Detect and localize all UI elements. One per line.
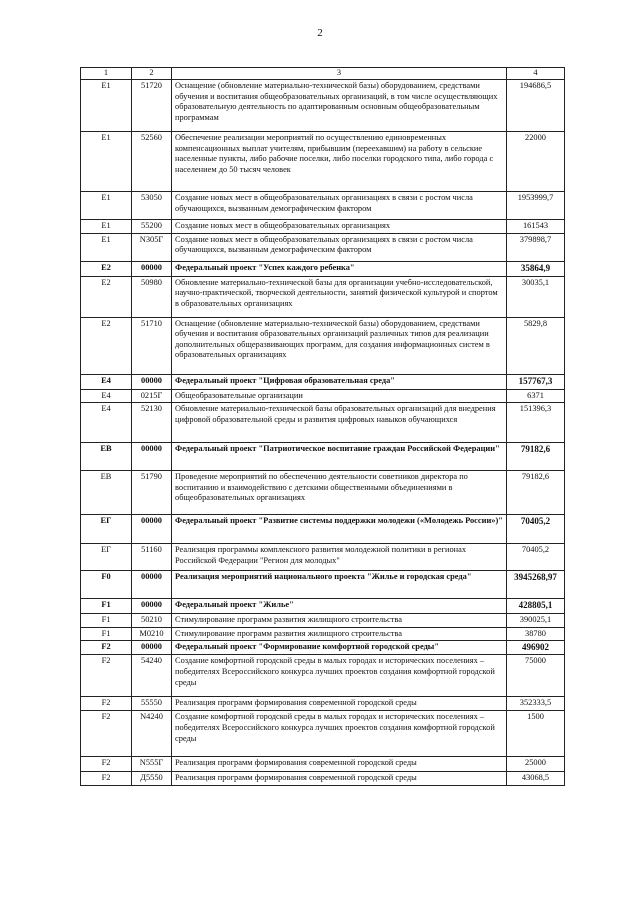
table-row <box>81 655 565 697</box>
section-code-cell: F1 <box>81 614 132 628</box>
amount-cell: 25000 <box>507 757 565 772</box>
section-code-cell: E4 <box>81 374 132 389</box>
amount-cell: 151396,3 <box>507 403 565 443</box>
amount-cell: 43068,5 <box>507 772 565 786</box>
amount-cell: 30035,1 <box>507 276 565 317</box>
subsection-code-cell: 51160 <box>132 544 172 571</box>
description-cell: Федеральный проект "Успех каждого ребенка" <box>172 261 507 276</box>
amount-cell: 3945268,97 <box>507 571 565 599</box>
description-cell: Обновление материально-технической базы для организации учебно-исследовательской, научно-практической, творческой деятельности, занятий физической культурой и спортом в образовательных организациях <box>172 276 507 317</box>
subsection-code-cell: 0215Г <box>132 389 172 403</box>
section-code-cell: E1 <box>81 192 132 220</box>
subsection-code-cell: 54240 <box>132 655 172 697</box>
description-cell: Реализация программ формирования современной городской среды <box>172 772 507 786</box>
description-cell: Стимулирование программ развития жилищного строительства <box>172 627 507 641</box>
amount-cell: 79182,6 <box>507 443 565 471</box>
description-cell: Создание новых мест в общеобразовательных организациях в связи с ростом числа обучающихся, вызванным демографическим фактором <box>172 192 507 220</box>
table-row <box>81 697 565 711</box>
amount-cell: 35864,9 <box>507 261 565 276</box>
section-code-cell: EГ <box>81 515 132 544</box>
table-row <box>81 571 565 599</box>
section-code-cell: E1 <box>81 233 132 261</box>
page-number: 2 <box>317 27 323 39</box>
subsection-code-cell: N305Г <box>132 233 172 261</box>
amount-cell: 1500 <box>507 711 565 757</box>
description-cell: Реализация мероприятий национального проекта "Жилье и городская среда" <box>172 571 507 599</box>
description-cell: Создание новых мест в общеобразовательных организациях в связи с ростом числа обучающихся, вызванным демографическим фактором <box>172 233 507 261</box>
section-code-cell: F1 <box>81 627 132 641</box>
table-row <box>81 544 565 571</box>
table-row <box>81 192 565 220</box>
subsection-code-cell: N555Г <box>132 757 172 772</box>
description-cell: Оснащение (обновление материально-технической базы) оборудованием, средствами обучения и воспитания образовательных организаций различных типов для реализации дополнительных общеразвивающих программ, для создания информационных систем в образовательных организациях <box>172 317 507 374</box>
table-row <box>81 389 565 403</box>
section-code-cell: E4 <box>81 389 132 403</box>
table-row <box>81 627 565 641</box>
subsection-code-cell: 55200 <box>132 220 172 234</box>
amount-cell: 70405,2 <box>507 544 565 571</box>
amount-cell: 352333,5 <box>507 697 565 711</box>
description-cell: Оснащение (обновление материально-технической базы) оборудованием, средствами обучения и воспитания общеобразовательных организаций, в том числе осуществляющих образовательную деятельность по адаптированным основным общеобразовательным программам <box>172 80 507 132</box>
description-cell: Создание новых мест в общеобразовательных организациях <box>172 220 507 234</box>
section-code-cell: E1 <box>81 132 132 192</box>
description-cell: Федеральный проект "Формирование комфортной городской среды" <box>172 641 507 655</box>
table-row <box>81 233 565 261</box>
table-row <box>81 599 565 614</box>
table-header-row <box>81 68 565 80</box>
section-code-cell: E2 <box>81 317 132 374</box>
table-row <box>81 772 565 786</box>
table-row <box>81 443 565 471</box>
amount-cell: 1953999,7 <box>507 192 565 220</box>
description-cell: Обновление материально-технической базы образовательных организаций для внедрения цифровой образовательной среды и развития цифровых навыков обучающихся <box>172 403 507 443</box>
table-row <box>81 374 565 389</box>
amount-cell: 75000 <box>507 655 565 697</box>
subsection-code-cell: 00000 <box>132 571 172 599</box>
amount-cell: 161543 <box>507 220 565 234</box>
table-row <box>81 403 565 443</box>
description-cell: Федеральный проект "Жилье" <box>172 599 507 614</box>
section-code-cell: E2 <box>81 276 132 317</box>
amount-cell: 5829,8 <box>507 317 565 374</box>
amount-cell: 379898,7 <box>507 233 565 261</box>
column-header: 3 <box>172 68 507 80</box>
amount-cell: 38780 <box>507 627 565 641</box>
description-cell: Реализация программ формирования современной городской среды <box>172 697 507 711</box>
table-row <box>81 132 565 192</box>
section-code-cell: EB <box>81 443 132 471</box>
subsection-code-cell: 52130 <box>132 403 172 443</box>
table-row <box>81 515 565 544</box>
table-row <box>81 80 565 132</box>
subsection-code-cell: 55550 <box>132 697 172 711</box>
subsection-code-cell: 00000 <box>132 599 172 614</box>
section-code-cell: EГ <box>81 544 132 571</box>
description-cell: Создание комфортной городской среды в малых городах и исторических поселениях – победителях Всероссийского конкурса лучших проектов создания комфортной городской среды <box>172 655 507 697</box>
column-header: 1 <box>81 68 132 80</box>
section-code-cell: F2 <box>81 655 132 697</box>
description-cell: Проведение мероприятий по обеспечению деятельности советников директора по воспитанию и взаимодействию с детскими общественными объединениями в общеобразовательных организациях <box>172 471 507 515</box>
amount-cell: 194686,5 <box>507 80 565 132</box>
table-row <box>81 317 565 374</box>
subsection-code-cell: 53050 <box>132 192 172 220</box>
column-header: 4 <box>507 68 565 80</box>
section-code-cell: F0 <box>81 571 132 599</box>
amount-cell: 157767,3 <box>507 374 565 389</box>
subsection-code-cell: 51710 <box>132 317 172 374</box>
subsection-code-cell: N4240 <box>132 711 172 757</box>
table-row <box>81 711 565 757</box>
description-cell: Реализация программы комплексного развития молодежной политики в регионах Российской Федерации "Регион для молодых" <box>172 544 507 571</box>
description-cell: Общеобразовательные организации <box>172 389 507 403</box>
table-row <box>81 220 565 234</box>
table-row <box>81 641 565 655</box>
section-code-cell: EB <box>81 471 132 515</box>
amount-cell: 79182,6 <box>507 471 565 515</box>
section-code-cell: E4 <box>81 403 132 443</box>
description-cell: Федеральный проект "Патриотическое воспитание граждан Российской Федерации" <box>172 443 507 471</box>
subsection-code-cell: M0210 <box>132 627 172 641</box>
section-code-cell: F2 <box>81 641 132 655</box>
subsection-code-cell: 51790 <box>132 471 172 515</box>
table-row <box>81 276 565 317</box>
description-cell: Федеральный проект "Развитие системы поддержки молодежи («Молодежь России»)" <box>172 515 507 544</box>
description-cell: Реализация программ формирования современной городской среды <box>172 757 507 772</box>
section-code-cell: F2 <box>81 757 132 772</box>
subsection-code-cell: 50210 <box>132 614 172 628</box>
table-row <box>81 261 565 276</box>
subsection-code-cell: 00000 <box>132 515 172 544</box>
column-header: 2 <box>132 68 172 80</box>
section-code-cell: F2 <box>81 697 132 711</box>
subsection-code-cell: 00000 <box>132 374 172 389</box>
description-cell: Федеральный проект "Цифровая образовательная среда" <box>172 374 507 389</box>
subsection-code-cell: 00000 <box>132 641 172 655</box>
amount-cell: 390025,1 <box>507 614 565 628</box>
amount-cell: 22000 <box>507 132 565 192</box>
subsection-code-cell: 51720 <box>132 80 172 132</box>
description-cell: Обеспечение реализации мероприятий по осуществлению единовременных компенсационных выплат учителям, прибывшим (переехавшим) на работу в сельские населенные пункты, либо рабочие поселки, либо поселки городского типа, либо города с населением до 50 тысяч человек <box>172 132 507 192</box>
table-row <box>81 471 565 515</box>
section-code-cell: F2 <box>81 711 132 757</box>
section-code-cell: F2 <box>81 772 132 786</box>
subsection-code-cell: 00000 <box>132 261 172 276</box>
subsection-code-cell: Д5550 <box>132 772 172 786</box>
subsection-code-cell: 52560 <box>132 132 172 192</box>
table-row <box>81 614 565 628</box>
description-cell: Создание комфортной городской среды в малых городах и исторических поселениях – победителях Всероссийского конкурса лучших проектов создания комфортной городской среды <box>172 711 507 757</box>
amount-cell: 70405,2 <box>507 515 565 544</box>
amount-cell: 6371 <box>507 389 565 403</box>
section-code-cell: E1 <box>81 220 132 234</box>
section-code-cell: E2 <box>81 261 132 276</box>
subsection-code-cell: 00000 <box>132 443 172 471</box>
subsection-code-cell: 50980 <box>132 276 172 317</box>
budget-table <box>80 67 565 786</box>
amount-cell: 496902 <box>507 641 565 655</box>
amount-cell: 428805,1 <box>507 599 565 614</box>
section-code-cell: F1 <box>81 599 132 614</box>
table-row <box>81 757 565 772</box>
section-code-cell: E1 <box>81 80 132 132</box>
description-cell: Стимулирование программ развития жилищного строительства <box>172 614 507 628</box>
